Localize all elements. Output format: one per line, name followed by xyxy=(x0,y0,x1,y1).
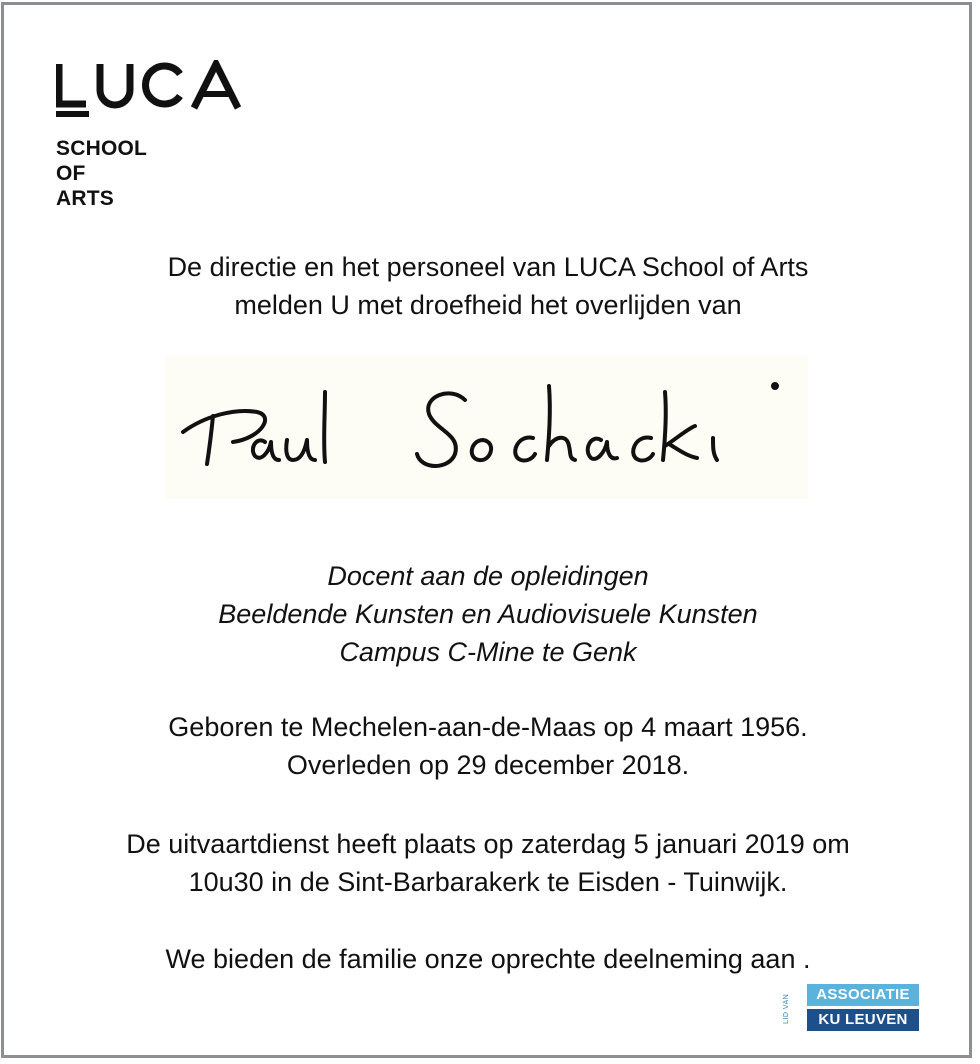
logo-subtitle xyxy=(56,136,147,211)
logo-subtitle-line: OF xyxy=(56,162,86,185)
logo-subtitle-line: ARTS xyxy=(56,187,114,210)
luca-wordmark xyxy=(56,60,256,120)
luca-logo xyxy=(56,60,256,210)
role-line: Docent aan de opleidingen xyxy=(327,561,649,591)
role-text xyxy=(0,557,976,671)
condolence-text: We bieden de familie onze oprechte deelneming aan . xyxy=(165,944,811,974)
association-prefix: LID VAN xyxy=(783,993,790,1025)
intro-line: melden U met droefheid het overlijden van xyxy=(234,290,742,320)
funeral-text xyxy=(0,825,976,901)
birth-line: Geboren te Mechelen-aan-de-Maas op 4 maart 1956. xyxy=(168,712,808,742)
associatie-ku-leuven-logo xyxy=(783,984,923,1032)
role-line: Campus C-Mine te Genk xyxy=(339,637,637,667)
funeral-line: De uitvaartdienst heeft plaats op zaterdag 5 januari 2019 om xyxy=(126,829,850,859)
funeral-line: 10u30 in de Sint-Barbarakerk te Eisden - Tuinwijk. xyxy=(188,867,788,897)
handwritten-signature xyxy=(165,356,808,499)
role-line: Beeldende Kunsten en Audiovisuele Kunsten xyxy=(218,599,758,629)
logo-subtitle-line: SCHOOL xyxy=(56,137,148,160)
signature-image xyxy=(165,356,808,499)
death-line: Overleden op 29 december 2018. xyxy=(286,750,690,780)
dates-text xyxy=(0,708,976,784)
association-bottom-label: KU LEUVEN xyxy=(807,1009,919,1031)
intro-line: De directie en het personeel van LUCA School of Arts xyxy=(167,252,809,282)
intro-text xyxy=(0,248,976,324)
association-top-label: ASSOCIATIE xyxy=(807,984,919,1006)
